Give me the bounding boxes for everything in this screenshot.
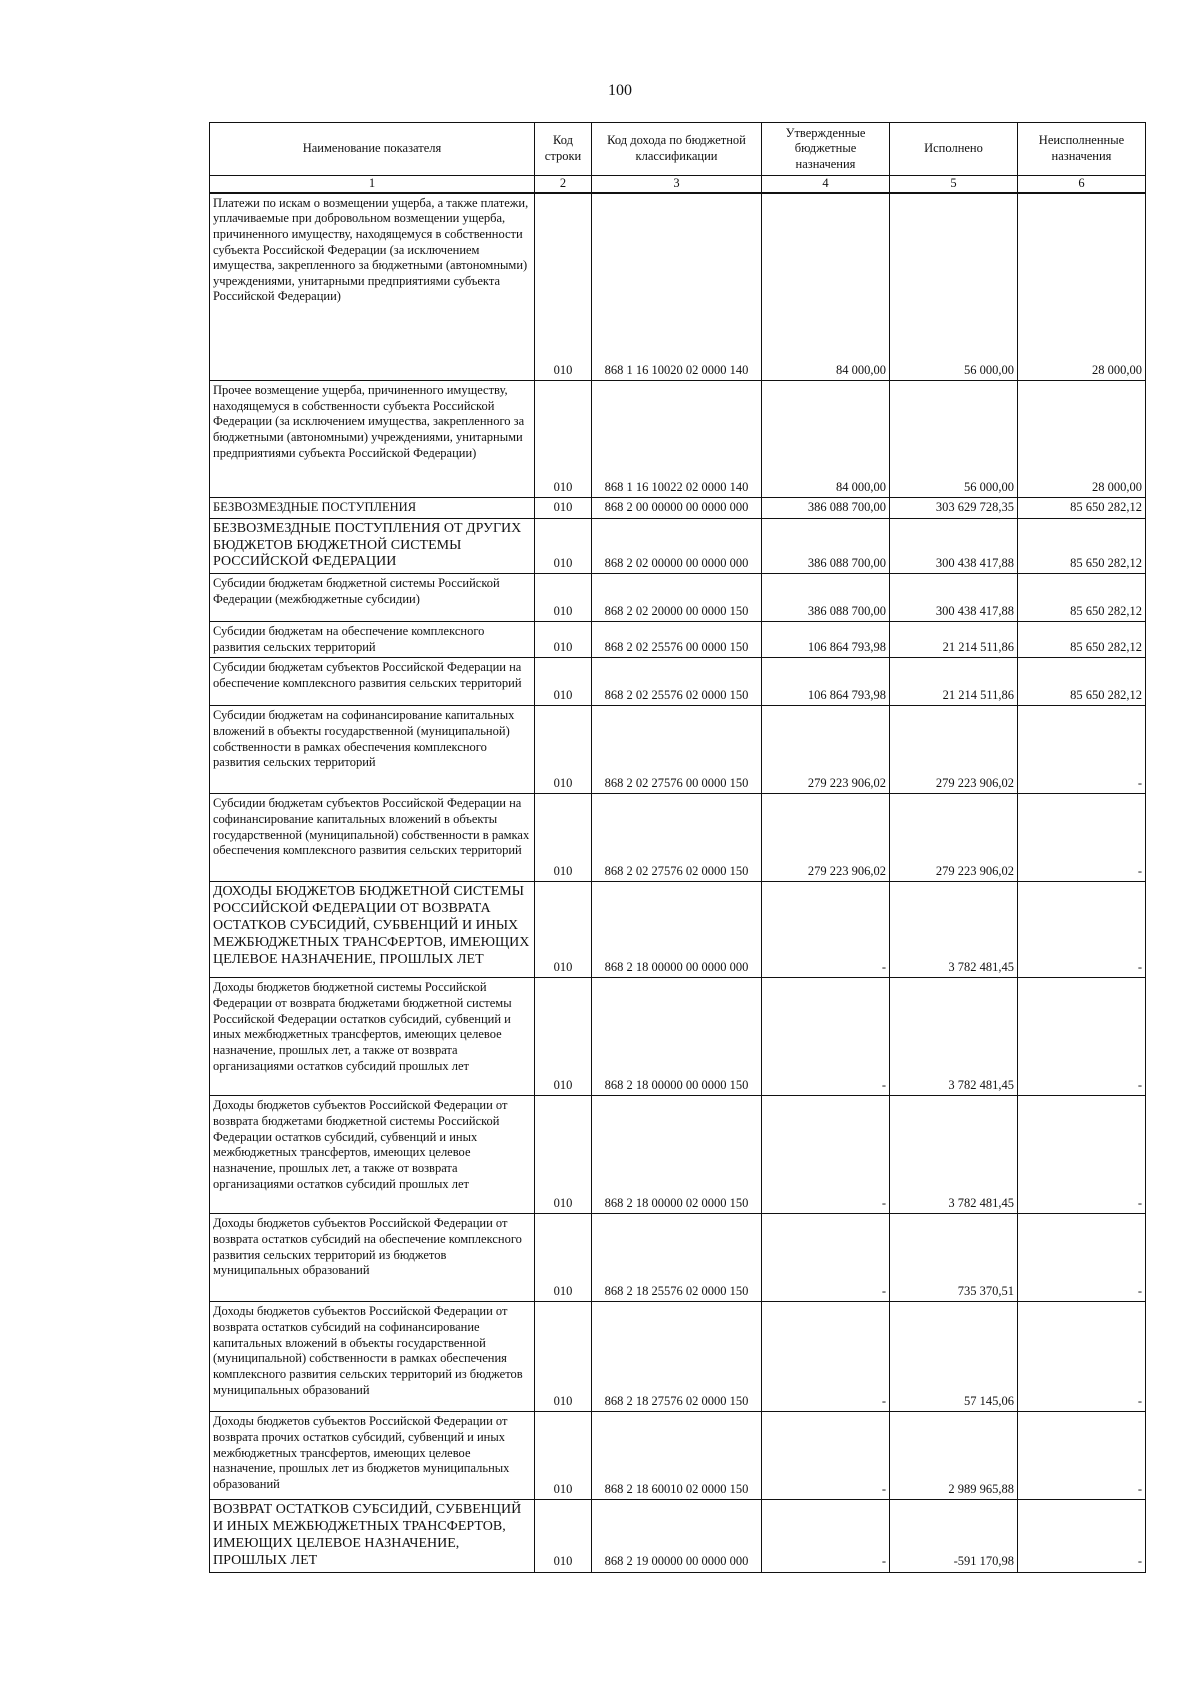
table-row (210, 978, 1146, 1096)
row-line-code: 010 (535, 1500, 592, 1572)
header-name: Наименование показателя (210, 123, 535, 176)
row-approved: 106 864 793,98 (762, 622, 890, 658)
row-income-code: 868 2 02 25576 00 0000 150 (592, 622, 762, 658)
row-line-code: 010 (535, 518, 592, 573)
row-executed: 300 438 417,88 (890, 574, 1018, 622)
table-row (210, 1096, 1146, 1214)
table-row (210, 1214, 1146, 1302)
row-executed: 3 782 481,45 (890, 1096, 1018, 1214)
row-line-code: 010 (535, 882, 592, 978)
table-row (210, 794, 1146, 882)
row-line-code: 010 (535, 498, 592, 519)
column-number: 2 (535, 176, 592, 193)
row-approved: - (762, 882, 890, 978)
row-name: Субсидии бюджетам на софинансирование капитальных вложений в объекты государственной (муниципальной) собственности в рамках обеспечения комплексного развития сельских территорий (210, 706, 535, 794)
row-unexecuted: 85 650 282,12 (1018, 622, 1146, 658)
table-row (210, 882, 1146, 978)
row-line-code: 010 (535, 193, 592, 381)
row-approved: - (762, 978, 890, 1096)
row-unexecuted: - (1018, 978, 1146, 1096)
row-approved: 84 000,00 (762, 193, 890, 381)
row-executed: 57 145,06 (890, 1302, 1018, 1412)
row-income-code: 868 2 18 00000 00 0000 000 (592, 882, 762, 978)
row-income-code: 868 2 18 27576 02 0000 150 (592, 1302, 762, 1412)
row-name: Субсидии бюджетам субъектов Российской Федерации на софинансирование капитальных вложений в объекты государственной (муниципальной) собственности в рамках обеспечения комплексного развития сельских территорий (210, 794, 535, 882)
row-income-code: 868 2 00 00000 00 0000 000 (592, 498, 762, 519)
page-number: 100 (608, 82, 632, 99)
row-income-code: 868 2 18 00000 02 0000 150 (592, 1096, 762, 1214)
row-executed: 279 223 906,02 (890, 794, 1018, 882)
row-unexecuted: - (1018, 1412, 1146, 1500)
row-unexecuted: - (1018, 706, 1146, 794)
table-row (210, 658, 1146, 706)
row-income-code: 868 2 02 27576 02 0000 150 (592, 794, 762, 882)
row-income-code: 868 2 02 25576 02 0000 150 (592, 658, 762, 706)
header-approved: Утвержденные бюджетные назначения (762, 123, 890, 176)
row-unexecuted: 85 650 282,12 (1018, 658, 1146, 706)
table-row (210, 1500, 1146, 1572)
row-approved: - (762, 1302, 890, 1412)
row-executed: 3 782 481,45 (890, 978, 1018, 1096)
row-approved: - (762, 1214, 890, 1302)
row-income-code: 868 1 16 10022 02 0000 140 (592, 381, 762, 498)
row-name: Доходы бюджетов субъектов Российской Федерации от возврата остатков субсидий на софинансирование капитальных вложений в объекты государственной (муниципальной) собственности в рамках обеспечения комплексного развития сельских территорий из бюджетов муниципальных образований (210, 1302, 535, 1412)
row-line-code: 010 (535, 1302, 592, 1412)
row-income-code: 868 1 16 10020 02 0000 140 (592, 193, 762, 381)
row-name: Прочее возмещение ущерба, причиненного имуществу, находящемуся в собственности субъекта Российской Федерации (за исключением имущества, закрепленного за бюджетными (автономными) учреждениями, унитарными предприятиями субъекта Российской Федерации) (210, 381, 535, 498)
row-income-code: 868 2 18 00000 00 0000 150 (592, 978, 762, 1096)
row-income-code: 868 2 18 25576 02 0000 150 (592, 1214, 762, 1302)
row-name: Субсидии бюджетам на обеспечение комплексного развития сельских территорий (210, 622, 535, 658)
row-name: Субсидии бюджетам бюджетной системы Российской Федерации (межбюджетные субсидии) (210, 574, 535, 622)
row-income-code: 868 2 02 20000 00 0000 150 (592, 574, 762, 622)
row-line-code: 010 (535, 978, 592, 1096)
header-executed: Исполнено (890, 123, 1018, 176)
row-name: Доходы бюджетов субъектов Российской Федерации от возврата бюджетами бюджетной системы Российской Федерации остатков субсидий, субвенций и иных межбюджетных трансфертов, имеющих целевое назначение, прошлых лет, а также от возврата организациями остатков субсидий прошлых лет (210, 1096, 535, 1214)
row-executed: 3 782 481,45 (890, 882, 1018, 978)
row-approved: 279 223 906,02 (762, 794, 890, 882)
row-unexecuted: 85 650 282,12 (1018, 518, 1146, 573)
row-approved: - (762, 1096, 890, 1214)
row-unexecuted: - (1018, 1214, 1146, 1302)
row-name: Доходы бюджетов субъектов Российской Федерации от возврата прочих остатков субсидий, субвенций и иных межбюджетных трансфертов, имеющих целевое назначение, прошлых лет из бюджетов муниципальных образований (210, 1412, 535, 1500)
column-number-row (210, 176, 1146, 193)
header-income-code: Код дохода по бюджетной классификации (592, 123, 762, 176)
row-unexecuted: 85 650 282,12 (1018, 574, 1146, 622)
table-row (210, 574, 1146, 622)
table-row (210, 706, 1146, 794)
table-row (210, 518, 1146, 573)
row-line-code: 010 (535, 622, 592, 658)
row-line-code: 010 (535, 794, 592, 882)
row-line-code: 010 (535, 1412, 592, 1500)
row-name: ВОЗВРАТ ОСТАТКОВ СУБСИДИЙ, СУБВЕНЦИЙ И ИНЫХ МЕЖБЮДЖЕТНЫХ ТРАНСФЕРТОВ, ИМЕЮЩИХ ЦЕЛЕВОЕ НАЗНАЧЕНИЕ, ПРОШЛЫХ ЛЕТ (210, 1500, 535, 1572)
row-income-code: 868 2 18 60010 02 0000 150 (592, 1412, 762, 1500)
row-line-code: 010 (535, 574, 592, 622)
row-executed: 21 214 511,86 (890, 658, 1018, 706)
row-approved: - (762, 1500, 890, 1572)
row-executed: 2 989 965,88 (890, 1412, 1018, 1500)
row-approved: 106 864 793,98 (762, 658, 890, 706)
table-row (210, 498, 1146, 519)
row-approved: 84 000,00 (762, 381, 890, 498)
row-unexecuted: - (1018, 794, 1146, 882)
column-number: 4 (762, 176, 890, 193)
column-number: 6 (1018, 176, 1146, 193)
table-header-row (210, 123, 1146, 176)
row-executed: 300 438 417,88 (890, 518, 1018, 573)
row-name: Доходы бюджетов бюджетной системы Российской Федерации от возврата бюджетами бюджетной системы Российской Федерации остатков субсидий, субвенций и иных межбюджетных трансфертов, имеющих целевое назначение, прошлых лет, а также от возврата организациями остатков субсидий прошлых лет (210, 978, 535, 1096)
column-number: 5 (890, 176, 1018, 193)
row-approved: - (762, 1412, 890, 1500)
row-unexecuted: 28 000,00 (1018, 381, 1146, 498)
budget-execution-table (209, 122, 1146, 1573)
row-approved: 386 088 700,00 (762, 498, 890, 519)
row-line-code: 010 (535, 1214, 592, 1302)
table-row (210, 193, 1146, 381)
row-approved: 386 088 700,00 (762, 574, 890, 622)
row-name: БЕЗВОЗМЕЗДНЫЕ ПОСТУПЛЕНИЯ ОТ ДРУГИХ БЮДЖЕТОВ БЮДЖЕТНОЙ СИСТЕМЫ РОССИЙСКОЙ ФЕДЕРАЦИИ (210, 518, 535, 573)
row-line-code: 010 (535, 706, 592, 794)
row-unexecuted: 28 000,00 (1018, 193, 1146, 381)
row-line-code: 010 (535, 381, 592, 498)
row-income-code: 868 2 02 27576 00 0000 150 (592, 706, 762, 794)
row-unexecuted: 85 650 282,12 (1018, 498, 1146, 519)
row-name: БЕЗВОЗМЕЗДНЫЕ ПОСТУПЛЕНИЯ (210, 498, 535, 519)
row-income-code: 868 2 19 00000 00 0000 000 (592, 1500, 762, 1572)
table-row (210, 381, 1146, 498)
row-executed: 21 214 511,86 (890, 622, 1018, 658)
row-executed: 279 223 906,02 (890, 706, 1018, 794)
row-name: Субсидии бюджетам субъектов Российской Федерации на обеспечение комплексного развития сельских территорий (210, 658, 535, 706)
row-unexecuted: - (1018, 1096, 1146, 1214)
table-body (210, 193, 1146, 1572)
row-line-code: 010 (535, 1096, 592, 1214)
row-approved: 279 223 906,02 (762, 706, 890, 794)
column-number: 3 (592, 176, 762, 193)
row-income-code: 868 2 02 00000 00 0000 000 (592, 518, 762, 573)
table-row (210, 622, 1146, 658)
header-line-code: Код строки (535, 123, 592, 176)
row-executed: 56 000,00 (890, 381, 1018, 498)
row-unexecuted: - (1018, 1302, 1146, 1412)
row-executed: 735 370,51 (890, 1214, 1018, 1302)
table-row (210, 1302, 1146, 1412)
row-name: ДОХОДЫ БЮДЖЕТОВ БЮДЖЕТНОЙ СИСТЕМЫ РОССИЙСКОЙ ФЕДЕРАЦИИ ОТ ВОЗВРАТА ОСТАТКОВ СУБСИДИЙ, СУБВЕНЦИЙ И ИНЫХ МЕЖБЮДЖЕТНЫХ ТРАНСФЕРТОВ, ИМЕЮЩИХ ЦЕЛЕВОЕ НАЗНАЧЕНИЕ, ПРОШЛЫХ ЛЕТ (210, 882, 535, 978)
row-approved: 386 088 700,00 (762, 518, 890, 573)
row-unexecuted: - (1018, 1500, 1146, 1572)
row-name: Платежи по искам о возмещении ущерба, а также платежи, уплачиваемые при добровольном возмещении ущерба, причиненного имуществу, находящемуся в собственности субъекта Российской Федерации (за исключением имущества, закрепленного за бюджетными (автономными) учреждениями, унитарными предприятиями субъекта Российской Федерации) (210, 193, 535, 381)
row-executed: 56 000,00 (890, 193, 1018, 381)
row-name: Доходы бюджетов субъектов Российской Федерации от возврата остатков субсидий на обеспечение комплексного развития сельских территорий из бюджетов муниципальных образований (210, 1214, 535, 1302)
table-row (210, 1412, 1146, 1500)
row-unexecuted: - (1018, 882, 1146, 978)
row-executed: 303 629 728,35 (890, 498, 1018, 519)
column-number: 1 (210, 176, 535, 193)
row-executed: -591 170,98 (890, 1500, 1018, 1572)
row-line-code: 010 (535, 658, 592, 706)
header-unexecuted: Неисполненные назначения (1018, 123, 1146, 176)
